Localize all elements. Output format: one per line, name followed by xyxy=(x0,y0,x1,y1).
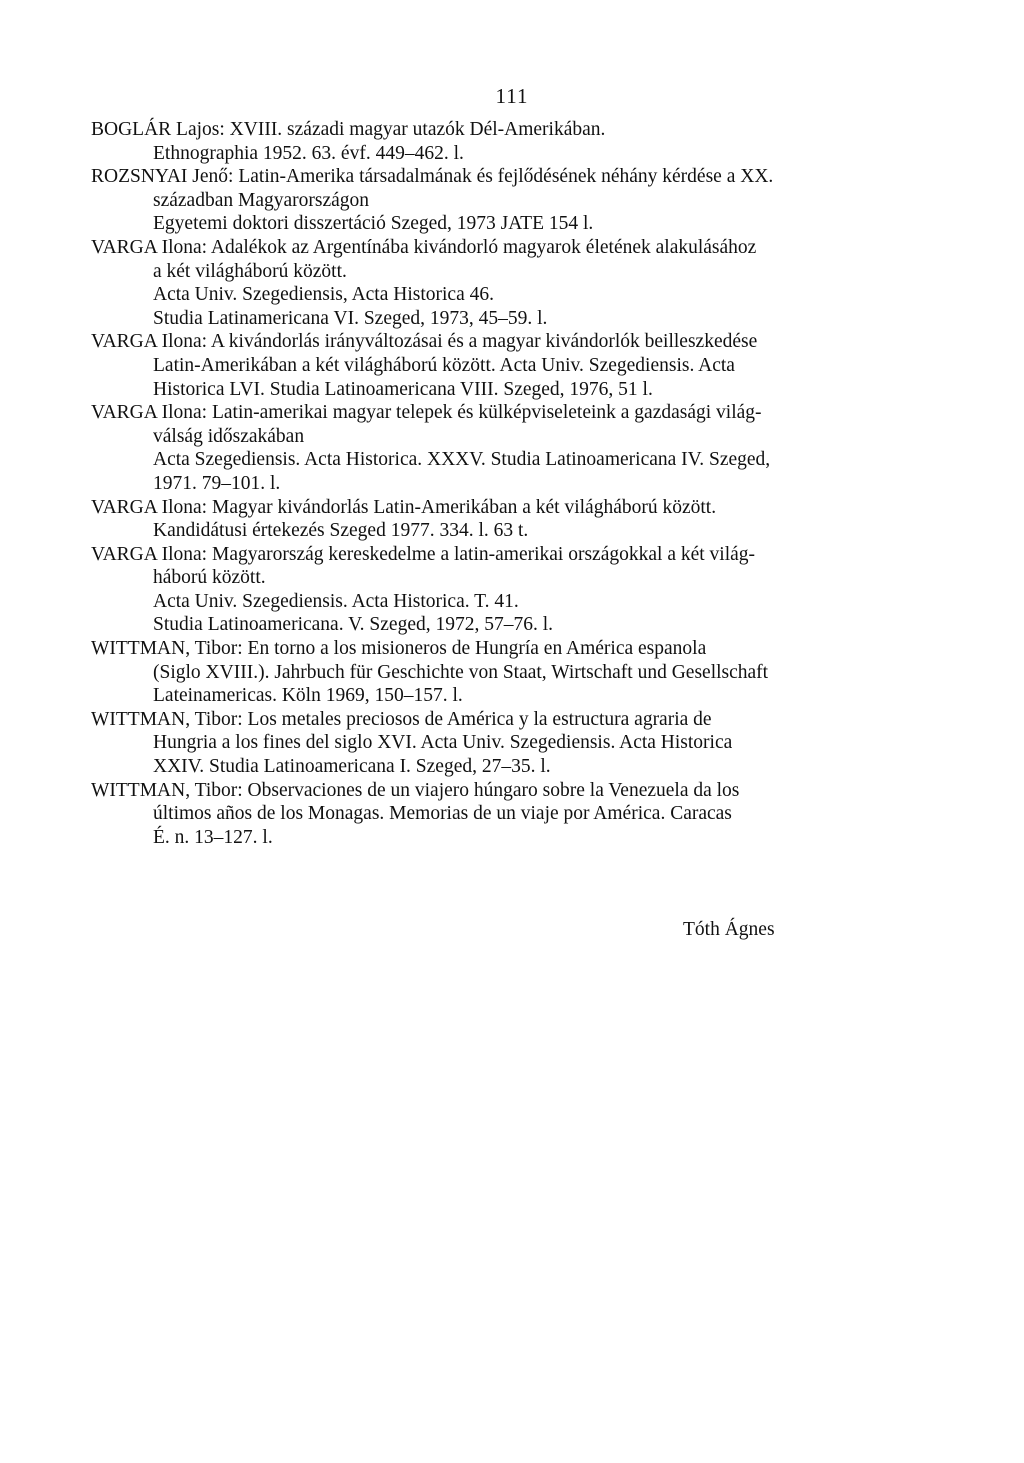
bibliography-entry xyxy=(91,401,891,495)
bibliography-list xyxy=(91,118,891,849)
entry-line: WITTMAN, Tibor: Observaciones de un viajero húngaro sobre la Venezuela da los xyxy=(91,779,740,801)
entry-line: (Siglo XVIII.). Jahrbuch für Geschichte von Staat, Wirtschaft und Gesellschaft xyxy=(153,661,769,683)
entry-line: 1971. 79–101. l. xyxy=(153,472,281,494)
entry-line: VARGA Ilona: Magyar kivándorlás Latin-Amerikában a két világháború között. xyxy=(91,496,717,518)
entry-line: a két világháború között. xyxy=(153,260,347,282)
bibliography-entry xyxy=(91,118,891,165)
entry-line: É. n. 13–127. l. xyxy=(153,826,273,848)
entry-line: Studia Latinamericana VI. Szeged, 1973, 45–59. l. xyxy=(153,307,548,329)
entry-line: Lateinamericas. Köln 1969, 150–157. l. xyxy=(153,685,463,707)
entry-line: Acta Szegediensis. Acta Historica. XXXV. Studia Latinoamericana IV. Szeged, xyxy=(153,449,771,471)
entry-line: VARGA Ilona: Adalékok az Argentínába kivándorló magyarok életének alakulásához xyxy=(91,236,757,258)
bibliography-entry xyxy=(91,708,891,779)
entry-line: Ethnographia 1952. 63. évf. 449–462. l. xyxy=(153,142,464,164)
entry-line: XXIV. Studia Latinoamericana I. Szeged, 27–35. l. xyxy=(153,756,551,778)
entry-line: háború között. xyxy=(153,567,266,589)
bibliography-entry xyxy=(91,330,891,401)
entry-line: VARGA Ilona: Latin-amerikai magyar telepek és külképviseleteink a gazdasági világ- xyxy=(91,402,762,424)
entry-line: WITTMAN, Tibor: Los metales preciosos de América y la estructura agraria de xyxy=(91,708,712,730)
entry-line: Studia Latinoamericana. V. Szeged, 1972, 57–76. l. xyxy=(153,614,554,636)
entry-line: Latin-Amerikában a két világháború között. Acta Univ. Szegediensis. Acta xyxy=(153,354,735,376)
entry-line: Historica LVI. Studia Latinoamericana VIII. Szeged, 1976, 51 l. xyxy=(153,378,653,400)
entry-line: Acta Univ. Szegediensis. Acta Historica. T. 41. xyxy=(153,590,519,612)
entry-line: WITTMAN, Tibor: En torno a los misioneros de Hungría en América espanola xyxy=(91,638,707,660)
entry-line: válság időszakában xyxy=(153,425,305,447)
bibliography-entry xyxy=(91,543,891,637)
entry-line: században Magyarországon xyxy=(153,189,370,211)
entry-line: BOGLÁR Lajos: XVIII. századi magyar utazók Dél-Amerikában. xyxy=(91,119,606,140)
bibliography-entry xyxy=(91,236,891,330)
bibliography-entry xyxy=(91,779,891,850)
bibliography-entry xyxy=(91,165,891,236)
entry-line: Kandidátusi értekezés Szeged 1977. 334. l. 63 t. xyxy=(153,520,529,542)
entry-line: últimos años de los Monagas. Memorias de un viaje por América. Caracas xyxy=(153,803,732,825)
entry-line: Hungria a los fines del siglo XVI. Acta Univ. Szegediensis. Acta Historica xyxy=(153,732,733,754)
bibliography-entry xyxy=(91,496,891,543)
bibliography-entry xyxy=(91,637,891,708)
author-signature: Tóth Ágnes xyxy=(683,919,775,940)
entry-line: VARGA Ilona: Magyarország kereskedelme a latin-amerikai országokkal a két világ- xyxy=(91,543,756,565)
entry-line: Egyetemi doktori disszertáció Szeged, 1973 JATE 154 l. xyxy=(153,213,594,235)
entry-line: VARGA Ilona: A kivándorlás irányváltozásai és a magyar kivándorlók beilleszkedése xyxy=(91,331,758,353)
entry-line: ROZSNYAI Jenő: Latin-Amerika társadalmának és fejlődésének néhány kérdése a XX. xyxy=(91,166,774,188)
entry-line: Acta Univ. Szegediensis, Acta Historica 46. xyxy=(153,284,494,306)
page-number: 111 xyxy=(495,84,529,108)
